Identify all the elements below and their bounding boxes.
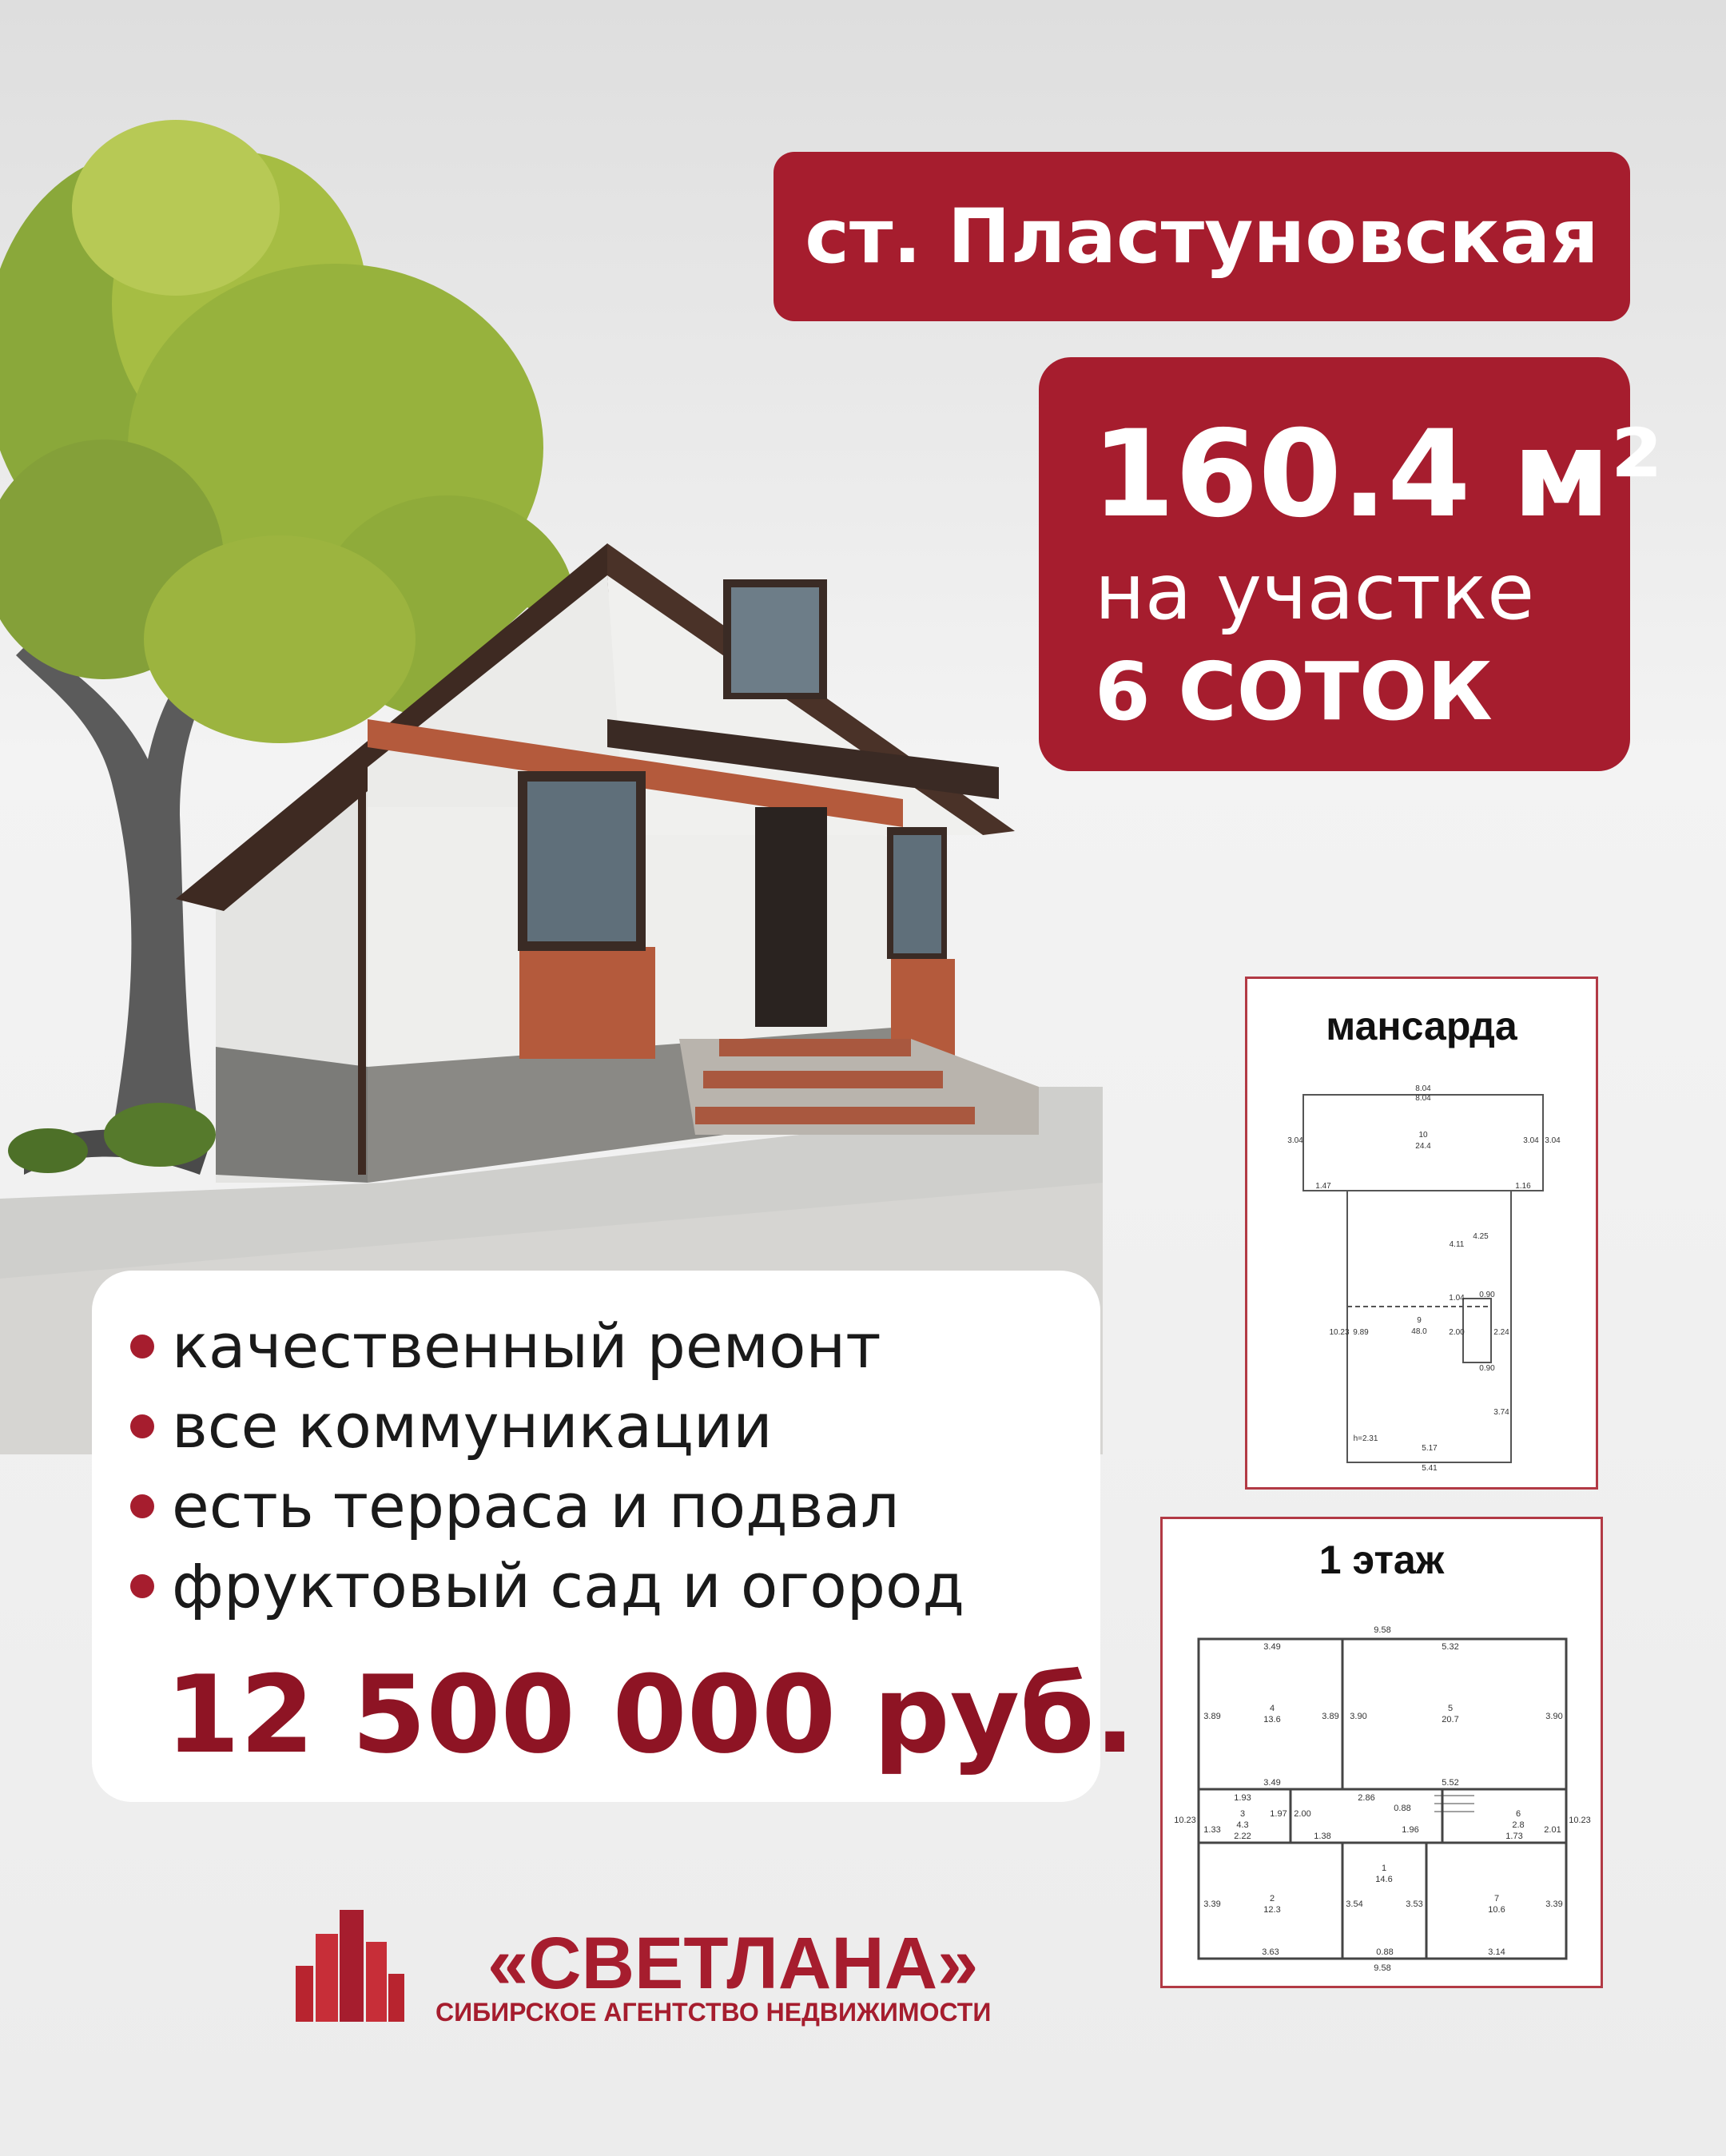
dim-label: 1.16: [1515, 1182, 1531, 1191]
dim-label: 3.74: [1493, 1408, 1509, 1417]
dim-label: 2.22: [1234, 1832, 1251, 1841]
feature-item: [130, 1550, 964, 1621]
dim-label: 9.89: [1353, 1328, 1369, 1337]
dim-label: 0.88: [1394, 1804, 1411, 1813]
dim-label: 0.88: [1376, 1947, 1394, 1957]
room-area: 13.6: [1263, 1715, 1281, 1724]
dim-label: 8.04: [1415, 1094, 1431, 1103]
dim-label: 2.00: [1449, 1328, 1465, 1337]
dim-label: 1.93: [1234, 1793, 1251, 1803]
dim-label: 10.23: [1569, 1816, 1591, 1825]
agency-logo-icon: [288, 1902, 408, 2022]
room-number: 10: [1418, 1131, 1428, 1140]
location-text: ст. Пластуновская: [805, 193, 1599, 280]
dim-label: 2.00: [1294, 1809, 1311, 1819]
dim-label: 1.33: [1203, 1825, 1221, 1835]
plot-label: на участке: [1095, 547, 1535, 637]
room-number: 3: [1239, 1809, 1246, 1819]
room-number: 1: [1381, 1864, 1387, 1873]
attic-floor-plan: [1245, 977, 1598, 1490]
dim-label: 0.90: [1479, 1291, 1495, 1299]
dim-label: 3.49: [1263, 1778, 1281, 1788]
features-card: [92, 1271, 1135, 1802]
dim-label: 3.04: [1523, 1136, 1539, 1145]
dim-label: 2.01: [1544, 1825, 1561, 1835]
plot-size: 6 СОТОК: [1095, 645, 1493, 738]
dim-label: 1.38: [1314, 1832, 1331, 1841]
dim-label: 2.24: [1493, 1328, 1509, 1337]
attic-plan-drawing: [1247, 979, 1596, 1487]
feature-text: качественный ремонт: [172, 1311, 881, 1382]
dim-label: 3.04: [1287, 1136, 1303, 1145]
room-number: 5: [1447, 1704, 1454, 1713]
dim-label: 4.25: [1473, 1232, 1489, 1241]
height-label: h=2.31: [1353, 1434, 1378, 1443]
feature-text: есть терраса и подвал: [172, 1470, 900, 1541]
dim-label: 3.63: [1262, 1947, 1279, 1957]
bullet-icon: [130, 1574, 154, 1598]
attic-plan-title: мансарда: [1326, 1004, 1517, 1048]
dim-label: 8.04: [1415, 1084, 1431, 1093]
dim-label: 1.04: [1449, 1294, 1465, 1303]
dim-label: 10.23: [1174, 1816, 1196, 1825]
dim-label: 3.39: [1203, 1899, 1221, 1909]
room-area: 12.3: [1263, 1905, 1281, 1915]
dim-label: 3.90: [1545, 1712, 1563, 1721]
dim-label: 1.47: [1315, 1182, 1331, 1191]
bullet-icon: [130, 1335, 154, 1358]
room-number: 7: [1493, 1894, 1500, 1903]
area-badge: [1039, 357, 1663, 771]
agency-name: «СВЕТЛАНА»: [487, 1923, 979, 2004]
dim-label: 5.41: [1422, 1464, 1438, 1473]
first-floor-plan: [1160, 1517, 1603, 1988]
room-area: 24.4: [1415, 1142, 1431, 1151]
feature-item: [130, 1390, 773, 1462]
floor1-plan-drawing: [1163, 1519, 1601, 1986]
feature-text: все коммуникации: [172, 1390, 773, 1462]
dim-label: 0.90: [1479, 1364, 1495, 1373]
room-area: 14.6: [1375, 1875, 1393, 1884]
dim-label: 2.86: [1358, 1793, 1375, 1803]
dim-label: 4.11: [1449, 1240, 1465, 1249]
dim-label: 3.89: [1203, 1712, 1221, 1721]
area-value: 160.4 м²: [1092, 405, 1663, 544]
room-number: 4: [1269, 1704, 1275, 1713]
dim-label: 3.39: [1545, 1899, 1563, 1909]
dim-label: 3.90: [1350, 1712, 1367, 1721]
dim-label: 3.54: [1346, 1899, 1363, 1909]
room-area: 10.6: [1488, 1905, 1505, 1915]
room-area: 48.0: [1411, 1327, 1427, 1336]
room-number: 6: [1515, 1809, 1521, 1819]
dim-label: 3.04: [1545, 1136, 1561, 1145]
floor1-plan-title: 1 этаж: [1318, 1537, 1445, 1582]
room-area: 20.7: [1442, 1715, 1459, 1724]
dim-label: 1.97: [1270, 1809, 1287, 1819]
location-badge: [774, 152, 1630, 321]
dim-label: 9.58: [1374, 1625, 1391, 1635]
dim-label: 5.17: [1422, 1444, 1438, 1453]
room-number: 9: [1417, 1316, 1422, 1325]
dim-label: 1.73: [1505, 1832, 1523, 1841]
room-area: 4.3: [1236, 1820, 1249, 1830]
room-area: 2.8: [1512, 1820, 1525, 1830]
room-number: 2: [1269, 1894, 1275, 1903]
dim-label: 3.14: [1488, 1947, 1505, 1957]
dim-label: 10.23: [1329, 1328, 1350, 1337]
dim-label: 1.96: [1402, 1825, 1419, 1835]
dim-label: 5.32: [1442, 1642, 1459, 1652]
feature-item: [130, 1311, 881, 1382]
dim-label: 5.52: [1442, 1778, 1459, 1788]
dim-label: 3.53: [1406, 1899, 1423, 1909]
price: 12 500 000 руб.: [165, 1653, 1135, 1777]
dim-label: 9.58: [1374, 1963, 1391, 1973]
feature-text: фруктовый сад и огород: [172, 1550, 965, 1621]
dim-label: 3.49: [1263, 1642, 1281, 1652]
dim-label: 3.89: [1322, 1712, 1339, 1721]
bullet-icon: [130, 1414, 154, 1438]
feature-item: [130, 1470, 900, 1541]
bullet-icon: [130, 1494, 154, 1518]
agency-tagline: СИБИРСКОЕ АГЕНТСТВО НЕДВИЖИМОСТИ: [435, 1998, 992, 2027]
